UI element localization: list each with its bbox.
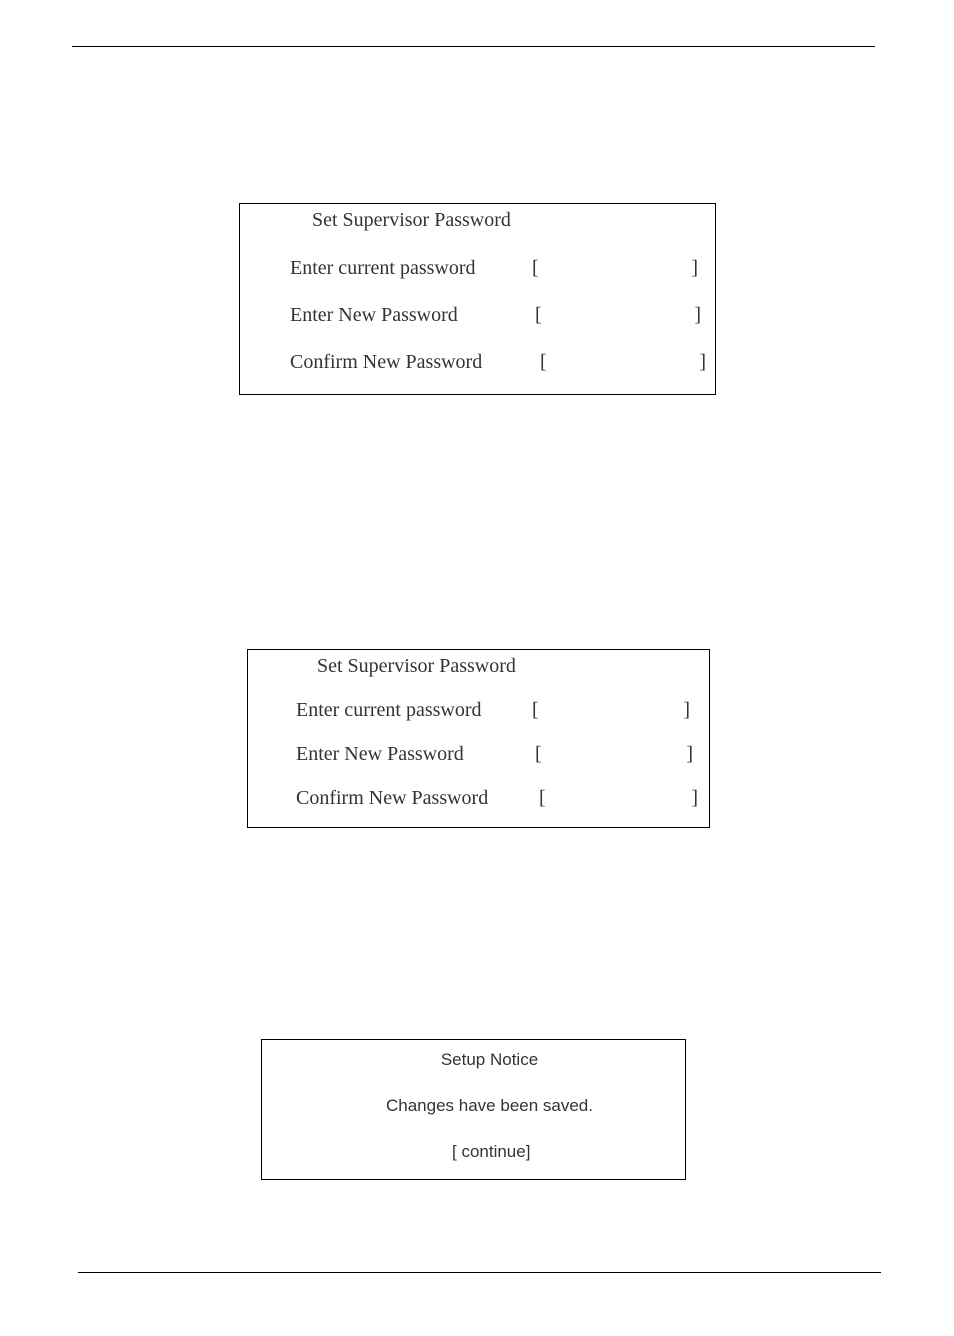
field-close-bracket: ] xyxy=(691,787,698,809)
set-supervisor-password-dialog xyxy=(247,649,710,828)
new-password-input[interactable] xyxy=(535,743,693,767)
current-password-input[interactable] xyxy=(532,699,690,723)
notice-message: Changes have been saved. xyxy=(386,1096,593,1115)
field-open-bracket: [ xyxy=(532,257,539,279)
current-password-label: Enter current password xyxy=(290,257,476,279)
new-password-label: Enter New Password xyxy=(296,743,464,765)
confirm-password-label: Confirm New Password xyxy=(290,351,483,373)
field-close-bracket: ] xyxy=(694,304,701,326)
dialog-title: Set Supervisor Password xyxy=(317,655,516,677)
confirm-password-label: Confirm New Password xyxy=(296,787,489,809)
setup-notice-dialog xyxy=(261,1039,686,1180)
new-password-input[interactable] xyxy=(535,304,701,328)
set-supervisor-password-dialog xyxy=(239,203,716,395)
field-close-bracket: ] xyxy=(683,699,690,721)
field-close-bracket: ] xyxy=(699,351,706,373)
confirm-password-input[interactable] xyxy=(540,351,706,375)
confirm-password-input[interactable] xyxy=(539,787,698,811)
field-open-bracket: [ xyxy=(535,304,542,326)
field-close-bracket: ] xyxy=(691,257,698,279)
current-password-input[interactable] xyxy=(532,257,698,281)
field-open-bracket: [ xyxy=(535,743,542,765)
field-close-bracket: ] xyxy=(686,743,693,765)
continue-button[interactable]: [ continue] xyxy=(452,1142,531,1161)
new-password-label: Enter New Password xyxy=(290,304,458,326)
field-open-bracket: [ xyxy=(540,351,547,373)
header-rule xyxy=(72,46,875,47)
footer-rule xyxy=(78,1272,881,1273)
field-open-bracket: [ xyxy=(532,699,539,721)
notice-title: Setup Notice xyxy=(440,1050,539,1069)
field-open-bracket: [ xyxy=(539,787,546,809)
dialog-title: Set Supervisor Password xyxy=(312,209,511,231)
current-password-label: Enter current password xyxy=(296,699,482,721)
